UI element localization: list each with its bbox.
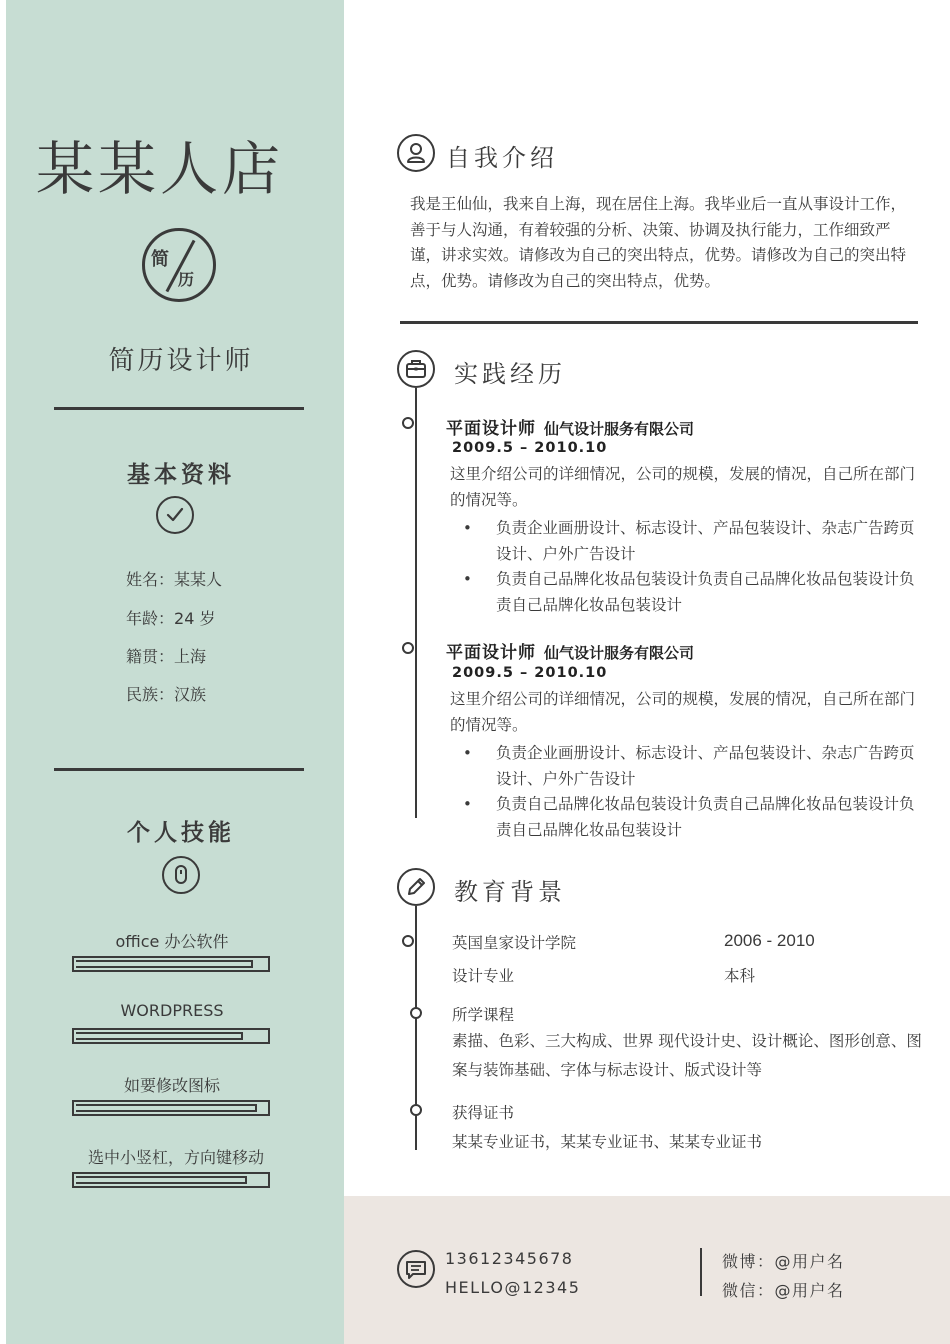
info-row-name bbox=[126, 567, 222, 590]
timeline-dot bbox=[410, 1104, 422, 1116]
bullet-dot: • bbox=[463, 519, 472, 537]
timeline-dot bbox=[402, 642, 414, 654]
job-date: 2009.5 – 2010.10 bbox=[452, 440, 608, 456]
bullet-dot: • bbox=[463, 795, 472, 813]
job-bullet bbox=[463, 792, 923, 843]
skill-bar bbox=[72, 1172, 270, 1188]
skill-bar-fill bbox=[76, 1104, 257, 1112]
job-bullet bbox=[463, 516, 923, 567]
courses-label: 所学课程 bbox=[452, 1006, 515, 1024]
job-description: 这里介绍公司的详细情况，公司的规模，发展的情况，自己所在部门的情况等。 bbox=[450, 690, 916, 734]
skill-bar bbox=[72, 956, 270, 972]
bullet-text: 负责企业画册设计、标志设计、产品包装设计、杂志广告跨页设计、户外广告设计 bbox=[496, 519, 915, 563]
check-icon bbox=[156, 496, 194, 534]
skill-bar-fill bbox=[76, 1176, 247, 1184]
timeline-dot bbox=[402, 935, 414, 947]
resume-owner-name: 某某人店 bbox=[36, 135, 285, 203]
about-text: 我是王仙仙，我来自上海，现在居住上海。我毕业后一直从事设计工作，善于与人沟通，有着较强的分析、决策、协调及执行能力，工作细致严谨，讲求实效。请修改为自己的突出特点，优势。请修改为自己的突出特点，优势。请修改为自己的突出特点，优势。 bbox=[410, 195, 907, 290]
school-name: 英国皇家设计学院 bbox=[452, 934, 577, 952]
info-value: 上海 bbox=[174, 647, 207, 666]
sidebar-divider bbox=[54, 768, 304, 771]
timeline-dot bbox=[402, 417, 414, 429]
badge-char-2: 历 bbox=[178, 270, 195, 289]
skill-label: office 办公软件 bbox=[115, 932, 229, 951]
skill-bar bbox=[72, 1028, 270, 1044]
degree: 本科 bbox=[724, 967, 756, 985]
job-description: 这里介绍公司的详细情况，公司的规模，发展的情况，自己所在部门的情况等。 bbox=[450, 465, 916, 509]
pencil-icon bbox=[397, 868, 435, 906]
experience-title: 实践经历 bbox=[454, 360, 566, 388]
info-label: 年龄： bbox=[126, 609, 175, 628]
user-icon bbox=[397, 134, 435, 172]
info-label: 姓名： bbox=[126, 570, 175, 589]
skill-label: WORDPRESS bbox=[120, 1001, 224, 1020]
contact-email: HELLO@12345 bbox=[445, 1278, 581, 1297]
resume-badge-icon bbox=[142, 228, 216, 302]
job-company: 仙气设计服务有限公司 bbox=[544, 420, 695, 438]
skill-bar bbox=[72, 1100, 270, 1116]
briefcase-icon bbox=[397, 350, 435, 388]
job-position: 平面设计师 bbox=[446, 419, 536, 439]
job-title bbox=[446, 414, 694, 439]
job-bullet bbox=[463, 567, 923, 618]
timeline-dot bbox=[410, 1007, 422, 1019]
info-row-age bbox=[126, 606, 215, 629]
job-company: 仙气设计服务有限公司 bbox=[544, 644, 695, 662]
skill-label: 如要修改图标 bbox=[123, 1076, 220, 1095]
job-title bbox=[446, 638, 694, 663]
info-value: 汉族 bbox=[174, 685, 207, 704]
certificates-text: 某某专业证书，某某专业证书、某某专业证书 bbox=[452, 1133, 763, 1151]
timeline-line bbox=[415, 388, 417, 818]
bullet-dot: • bbox=[463, 570, 472, 588]
badge-char-1: 简 bbox=[151, 249, 169, 270]
bullet-dot: • bbox=[463, 744, 472, 762]
school-years: 2006 - 2010 bbox=[724, 931, 815, 950]
job-date: 2009.5 – 2010.10 bbox=[452, 665, 608, 681]
footer-divider bbox=[700, 1248, 702, 1296]
info-row-ethnicity bbox=[126, 682, 206, 705]
job-role: 简历设计师 bbox=[108, 346, 254, 376]
info-value: 24 岁 bbox=[174, 609, 216, 628]
mouse-icon bbox=[162, 856, 200, 894]
job-position: 平面设计师 bbox=[446, 643, 536, 663]
info-value: 某某人 bbox=[174, 570, 223, 589]
skill-bar-fill bbox=[76, 1032, 243, 1040]
contact-wechat: 微信：@用户名 bbox=[722, 1281, 845, 1300]
courses-text: 素描、色彩、三大构成、世界 现代设计史、设计概论、图形创意、图案与装饰基础、字体与标志设计、版式设计等 bbox=[452, 1032, 922, 1079]
basic-info-heading: 基本资料 bbox=[127, 462, 235, 488]
bullet-text: 负责企业画册设计、标志设计、产品包装设计、杂志广告跨页设计、户外广告设计 bbox=[496, 744, 915, 788]
sidebar bbox=[6, 0, 344, 1344]
section-divider bbox=[400, 321, 918, 324]
sidebar-divider bbox=[54, 407, 304, 410]
info-label: 民族： bbox=[126, 685, 175, 704]
skill-label: 选中小竖杠，方向键移动 bbox=[87, 1148, 264, 1167]
info-row-hometown bbox=[126, 644, 206, 667]
bullet-text: 负责自己品牌化妆品包装设计负责自己品牌化妆品包装设计负责自己品牌化妆品包装设计 bbox=[496, 570, 915, 614]
education-title: 教育背景 bbox=[454, 878, 566, 906]
contact-weibo: 微博：@用户名 bbox=[722, 1252, 845, 1271]
skill-bar-fill bbox=[76, 960, 253, 968]
bullet-text: 负责自己品牌化妆品包装设计负责自己品牌化妆品包装设计负责自己品牌化妆品包装设计 bbox=[496, 795, 915, 839]
about-title: 自我介绍 bbox=[446, 144, 558, 172]
job-bullet bbox=[463, 741, 923, 792]
info-label: 籍贯： bbox=[126, 647, 175, 666]
skills-heading: 个人技能 bbox=[127, 820, 235, 846]
message-icon bbox=[397, 1250, 435, 1288]
major: 设计专业 bbox=[452, 967, 515, 985]
certificates-label: 获得证书 bbox=[452, 1104, 515, 1122]
contact-phone: 13612345678 bbox=[445, 1249, 574, 1268]
contact-footer bbox=[344, 1196, 950, 1344]
